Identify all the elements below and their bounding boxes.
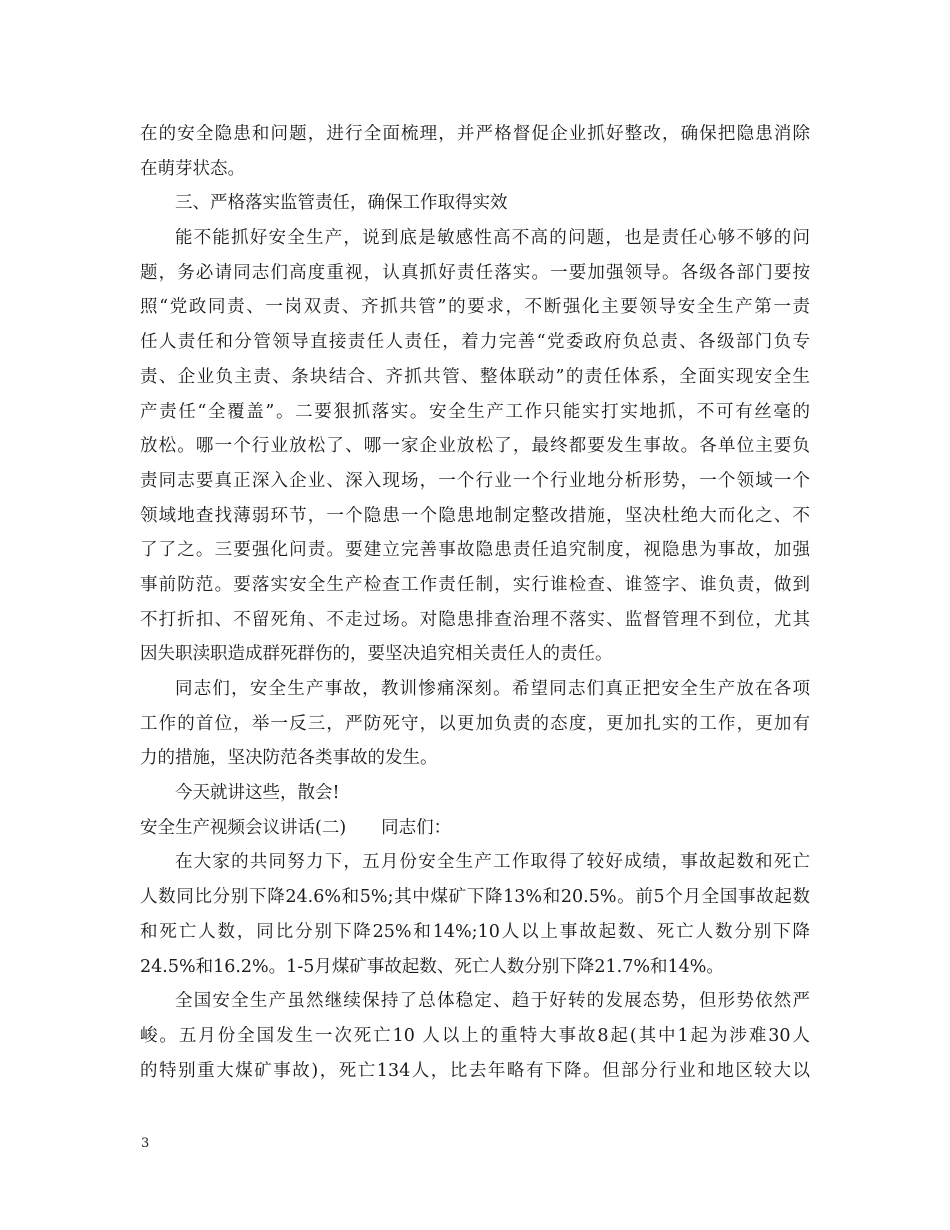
text-line: 责、企业负主责、条块结合、齐抓共管、整体联动”的责任体系，全面实现安全生: [140, 366, 810, 387]
paragraph: [140, 117, 810, 186]
paragraph: [140, 984, 810, 1088]
text-line: 和死亡人数，同比分别下降25%和14%;10人以上事故起数、死亡人数分别下降: [140, 921, 810, 942]
paragraph: [140, 776, 810, 811]
text-line: 在的安全隐患和问题，进行全面梳理，并严格督促企业抓好整改，确保把隐患消除: [140, 124, 810, 144]
text-line: 今天就讲这些，散会!: [175, 783, 340, 804]
text-line: 题，务必请同志们高度重视，认真抓好责任落实。一要加强领导。各级各部门要按: [140, 262, 810, 283]
text-line: 产责任“全覆盖”。二要狠抓落实。安全生产工作只能实打实地抓，不可有丝毫的: [140, 401, 810, 422]
paragraph: [140, 672, 810, 776]
text-line: 不打折扣、不留死角、不走过场。对隐患排查治理不落实、监督管理不到位，尤其: [140, 609, 810, 630]
text-line: 同志们，安全生产事故，教训惨痛深刻。希望同志们真正把安全生产放在各项: [175, 679, 810, 699]
text-line: 责同志要真正深入企业、深入现场，一个行业一个行业地分析形势，一个领域一个: [140, 470, 810, 491]
text-line: 能不能抓好安全生产，说到底是敏感性高不高的问题，也是责任心够不够的问: [175, 228, 810, 249]
page-number: 3: [141, 1136, 150, 1151]
paragraph: [140, 845, 810, 984]
text-line: 事前防范。要落实安全生产检查工作责任制，实行谁检查、谁签字、谁负责，做到: [140, 574, 810, 595]
text-line: 安全生产视频会议讲话(二) 同志们：: [140, 817, 452, 838]
text-line: 在萌芽状态。: [140, 158, 245, 179]
document-body: [140, 117, 810, 1088]
text-line: 峻。五月份全国发生一次死亡10 人以上的重特大事故8起(其中1起为涉难30人: [140, 1025, 810, 1046]
paragraph: [140, 186, 810, 221]
text-line: 三、严格落实监管责任，确保工作取得实效: [175, 193, 508, 214]
text-line: 全国安全生产虽然继续保持了总体稳定、趋于好转的发展态势，但形势依然严: [175, 991, 810, 1012]
text-line: 因失职渎职造成群死群伤的，要坚决追究相关责任人的责任。: [140, 644, 613, 665]
paragraph: [140, 811, 810, 846]
text-line: 人数同比分别下降24.6%和5%;其中煤矿下降13%和20.5%。前5个月全国事故起数: [140, 887, 810, 908]
text-line: 24.5%和16.2%。1-5月煤矿事故起数、死亡人数分别下降21.7%和14%。: [140, 956, 724, 977]
text-line: 力的措施，坚决防范各类事故的发生。: [140, 748, 438, 769]
text-line: 工作的首位，举一反三，严防死守，以更加负责的态度，更加扎实的工作，更加有: [140, 713, 810, 734]
text-line: 了了之。三要强化问责。要建立完善事故隐患责任追究制度，视隐患为事故，加强: [140, 540, 810, 561]
text-line: 的特别重大煤矿事故)，死亡134人，比去年略有下降。但部分行业和地区较大以: [140, 1060, 810, 1081]
text-line: 在大家的共同努力下，五月份安全生产工作取得了较好成绩，事故起数和死亡: [175, 852, 810, 873]
text-line: 领域地查找薄弱环节，一个隐患一个隐患地制定整改措施，坚决杜绝大而化之、不: [140, 505, 810, 526]
paragraph: [140, 221, 810, 672]
text-line: 任人责任和分管领导直接责任人责任，着力完善“党委政府负总责、各级部门负专: [140, 332, 810, 353]
text-line: 照“党政同责、一岗双责、齐抓共管”的要求，不断强化主要领导安全生产第一责: [140, 297, 810, 318]
text-line: 放松。哪一个行业放松了、哪一家企业放松了，最终都要发生事故。各单位主要负: [140, 436, 810, 457]
